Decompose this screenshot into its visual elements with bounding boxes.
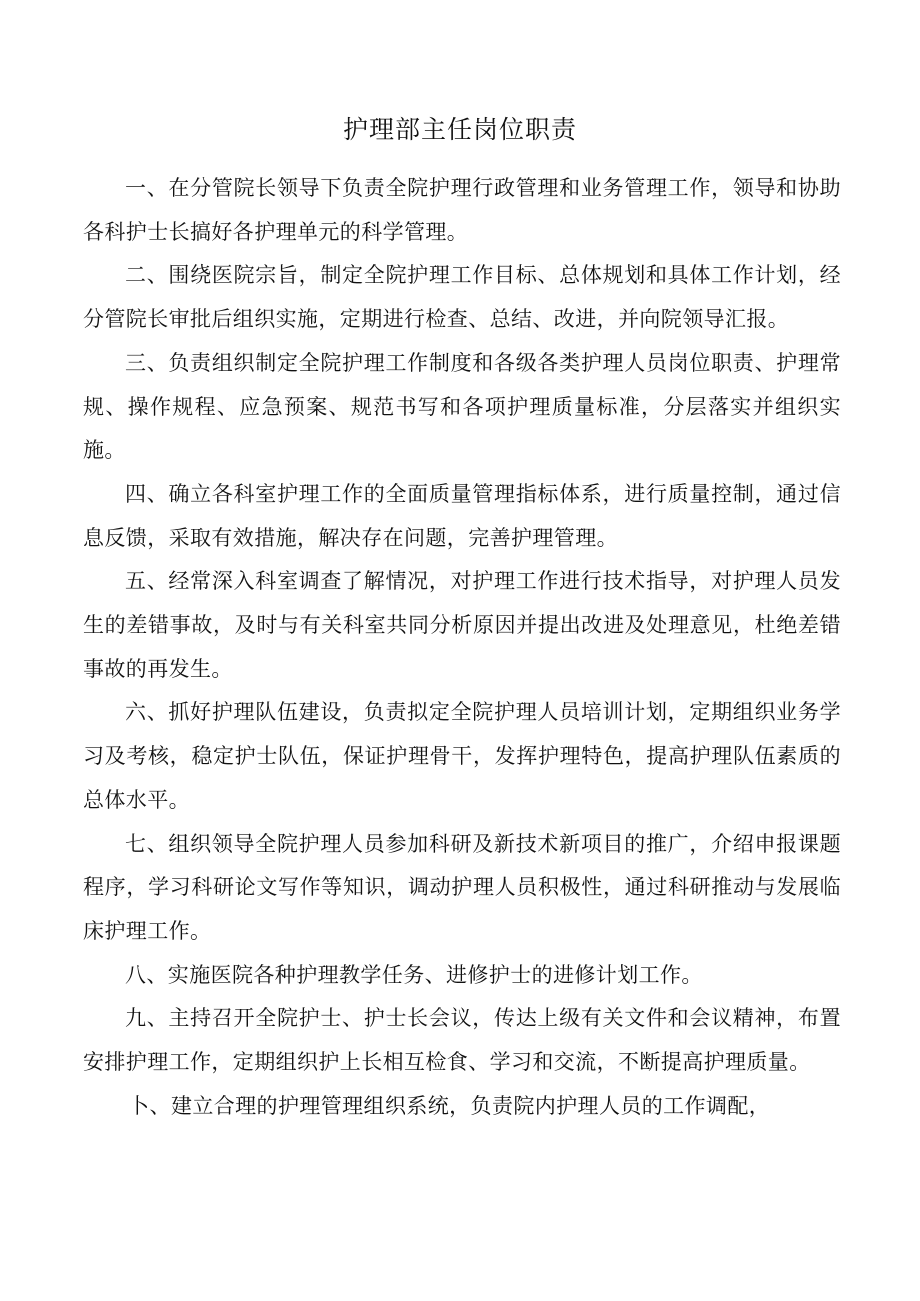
duty-paragraph-10: 卜、建立合理的护理管理组织系统，负责院内护理人员的工作调配，	[128, 1093, 771, 1118]
duty-paragraph-7: 七、组织领导全院护理人员参加科研及新技术新项目的推广，介绍申报课题程序，学习科研论文写作等知识，调动护理人员积极性，通过科研推动与发展临床护理工作。	[83, 831, 841, 943]
duty-paragraph-6: 六、抓好护理队伍建设，负责拟定全院护理人员培训计划，定期组织业务学习及考核，稳定护士队伍，保证护理骨干，发挥护理特色，提高护理队伍素质的总体水平。	[83, 700, 841, 812]
duty-paragraph-2: 二、围绕医院宗旨，制定全院护理工作目标、总体规划和具体工作计划，经分管院长审批后组织实施，定期进行检查、总结、改进，并向院领导汇报。	[83, 263, 841, 332]
duty-paragraph-5: 五、经常深入科室调查了解情况，对护理工作进行技术指导，对护理人员发生的差错事故，及时与有关科室共同分析原因并提出改进及处理意见，杜绝差错事故的再发生。	[83, 569, 841, 681]
duty-paragraph-4: 四、确立各科室护理工作的全面质量管理指标体系，进行质量控制，通过信息反馈，采取有效措施，解决存在问题，完善护理管理。	[83, 481, 841, 550]
duty-paragraph-3: 三、负责组织制定全院护理工作制度和各级各类护理人员岗位职责、护理常规、操作规程、应急预案、规范书写和各项护理质量标准，分层落实并组织实施。	[83, 350, 841, 463]
duty-paragraph-9: 九、主持召开全院护士、护士长会议，传达上级有关文件和会议精神，布置安排护理工作，定期组织护上长相互检食、学习和交流，不断提高护理质量。	[83, 1006, 841, 1075]
duty-paragraph-1: 一、在分管院长领导下负责全院护理行政管理和业务管理工作，领导和协助各科护士长搞好各护理单元的科学管理。	[83, 176, 841, 244]
document-body	[83, 167, 841, 1128]
document-title: 护理部主任岗位职责	[342, 115, 577, 144]
duty-paragraph-8: 八、实施医院各种护理教学任务、进修护士的进修计划工作。	[125, 962, 703, 987]
